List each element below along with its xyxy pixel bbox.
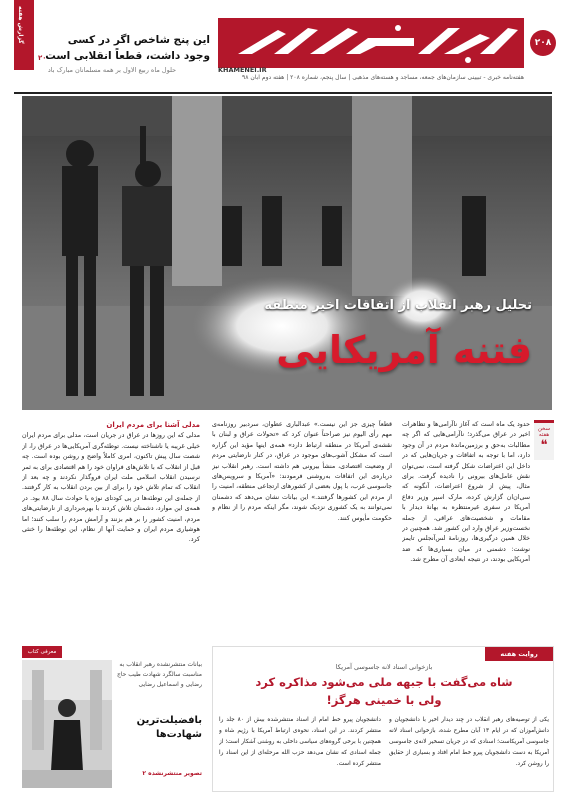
article-column-right: حدود یک ماه است که آغاز ناآرامی‌ها و تظاهرات اخیر در عراق می‌گذرد؛ ناآرامی‌هایی که اگر چه مطالبات به‌حق و برزمین‌ماندۀ مردم در آن وجود دارد، اما با توجه به اتفاقات و جریان‌هایی که در داخل این اعتراضات شکل گرفته است، نمی‌توان نقش عامل‌های بیرونی را نادیده گرفت. برای مثال، پیش از شروع اعتراضات، آنگونه که سی‌ان‌ان گزارش کرده، مارک اسپر وزیر دفاع آمریکا در سفری غیرمنتظره به بهانۀ دیدار با مقامات و شخصیت‌های عراقی، از جمله نخست‌وزیر عراق وارد این کشور شد. همچنین در خلال همین درگیری‌ها، روزنامۀ لس‌آنجلس تایمز نوشت: دشمنی در میان بسیاری‌ها که ضد آمریکایی بودند، در نتیجه ابعادی آن مطرح شد. (402, 421, 530, 564)
story-title-line2[interactable]: ولی با خمینی هرگز! (326, 693, 442, 707)
article-column-middle: قطعاً چیزی جز این نیست.» عبدالباری عطوان، سردبیر روزنامه‌ی مهم رأی الیوم نیز صراحتاً عنوان کرد که «تحولات عراق و لبنان با نقشه‌ی آمریکا در منطقه ارتباط دارد» همه‌ی اینها مؤید این گزاره است که مشکل آشوب‌های موجود در عراق، در کنار نارضایتی مردم از وضعیت اقتصادی، منشأ بیرونی هم داشته است. رهبر انقلاب نیز درباره‌ی این اتفاقات به‌روشنی فرمودند: «آمریکا و سرویس‌های جاسوسی غرب، با پول بعضی از کشورهای ارتجاعی منطقه، امنیت را از مردم این کشورها گرفتند.» این بیانات نشان می‌دهد که دشمنان نمی‌توانند به یک کشوری نزدیک شوند، مگر اینکه مردم را از نظام و حکومت مأیوس کنند. (212, 421, 392, 522)
masthead (0, 0, 566, 96)
side-tag (534, 420, 554, 460)
site-label[interactable]: KHAMENEI.IR (218, 66, 267, 74)
promo-page-number: ۲۰ (38, 54, 47, 62)
story-kicker: بازخوانی اسناد لانه جاسوسی آمریکا (335, 663, 433, 671)
column-subheading: مدلی آشنا برای مردم ایران (106, 421, 200, 429)
book-photo-illustration (22, 660, 112, 788)
masthead-divider (14, 92, 552, 94)
book-title[interactable]: بافضیلت‌ترین شهادت‌ها (136, 715, 202, 740)
promo-headline-line1: این پنج شاخص اگر در کسی (67, 34, 210, 46)
promo-ribbon: گزارش هفته (14, 0, 34, 70)
article-column-left (22, 420, 200, 642)
book-intro: بیانات منتشرنشده رهبر انقلاب به مناسبت سالگرد شهادت طیب حاج رضایی و اسماعیل رضایی (116, 661, 202, 688)
story-title-line1[interactable]: شاه می‌گفت با جبهه ملی می‌شود مذاکره کرد (255, 675, 513, 689)
promo-subtitle: حلول ماه ربیع الاول بر همه مسلمانان مبارک باد (47, 66, 177, 74)
column-body: مدلی که این روزها در عراق در جریان است، مدلی برای مردم ایران خیلی غریبه یا ناشناخته نیست. توطئه‌گری آمریکایی‌ها در عراق را، از شصت سال پیش تاکنون، امری کاملاً واضح و روشن بوده است. چه قبل از انقلاب که با تلاش‌های فراوان خود را هم اقتصادی برای به ثمر نرسیدن انقلاب اسلامی ملت ایران فروگذار نکردند و چه بعد از انقلاب که تمام تلاش خود را برای از بین بردن انقلاب به کار گرفتند. از جمله‌ی این توطئه‌ها در پی کودتای نوژه یا حوادث سال ۸۸ بود. در همه‌ی این موارد، دشمنان تلاش کردند با بهره‌برداری از نارضایتی‌های مردم، امنیت کشور را بر هم بزنند و آرامش مردم را سلب کنند؛ اما هوشیاری مردم ایران و حمایت آنها از نظام، این توطئه‌ها را خنثی کرد. (22, 432, 200, 544)
cover-kicker: تحلیل رهبر انقلاب از اتفاقات اخیر منطقه (264, 298, 532, 313)
book-photo[interactable] (22, 660, 112, 788)
story-column-left: دانشجویان پیرو خط امام از اسناد منتشرشده بیش از ۸۰ جلد را منتشر کردند. در این اسناد، نحوه‌ی ارتباط آمریکا با رژیم شاه و همچنین با برخی گروه‌های سیاسی داخلی به روشنی آشکار است؛ از جمله اسنادی که نشان می‌دهد حزب الله مرحله‌ای از این اسناد را منتشر کرده است. (219, 717, 381, 767)
book-ribbon: معرفی کتاب (22, 646, 62, 658)
cover-headline[interactable]: فتنه آمریکایی (276, 328, 532, 372)
side-tag-label: سخن هفته (537, 426, 551, 438)
promo-headline-line2: وجود داشت، قطعاً انقلابی است (45, 50, 210, 62)
quote-icon: ❝ (540, 438, 548, 453)
story-section-label: روایت هفته (485, 647, 553, 661)
cover-photo (22, 96, 552, 410)
masthead-tagline: هفته‌نامه خبری - تبیینی سازمان‌های جمعه، مساجد و هسته‌های مذهبی | سال پنجم، شماره ۲۰۸ | هفته دوم آبان ۹۸ (242, 74, 524, 81)
story-column-right: یکی از توصیه‌های رهبر انقلاب در چند دیدار اخیر با دانشجویان و دانش‌آموزان که در ایام ۱۳ آبان مطرح شده، بازخوانی اسناد لانه جاسوسی آمریکاست؛ اسنادی که در جریان تسخیر لانه‌ی جاسوسی آمریکا به دست دانشجویان پیرو خط امام افتاد و بسیاری از حقایق را روشن کرد. (389, 717, 549, 767)
story-box (212, 646, 554, 792)
book-link[interactable]: تصویر منتشرنشده ۲ (142, 770, 202, 777)
issue-number-badge: ۲۰۸ (530, 30, 556, 56)
